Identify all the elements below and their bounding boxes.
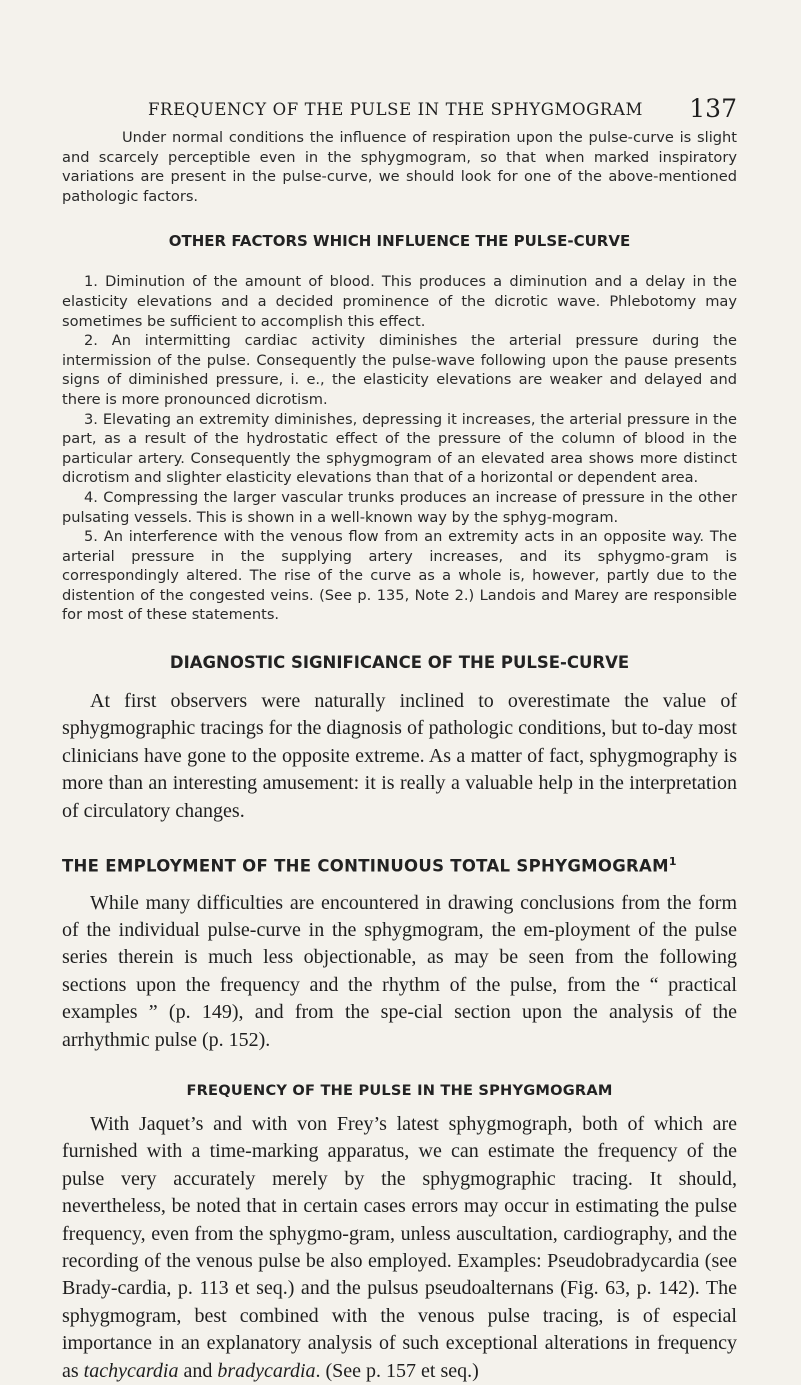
page-body: [62, 128, 737, 1385]
frequency-text-after: . (See p. 157 et seq.): [315, 1359, 479, 1382]
term-tachycardia: tachycardia: [83, 1359, 179, 1382]
intro-paragraph: Under normal conditions the influence of respiration upon the pulse-curve is slight and scarcely perceptible even in the sphygmogram, so that when marked inspiratory variations are present in the pulse-curve, we should look for one of the above-mentioned pathologic factors.: [62, 129, 737, 205]
frequency-heading: FREQUENCY OF THE PULSE IN THE SPHYGMOGRAM: [186, 1082, 613, 1100]
diagnostic-heading: DIAGNOSTIC SIGNIFICANCE OF THE PULSE-CURVE: [169, 653, 630, 673]
term-bradycardia: bradycardia: [217, 1359, 316, 1382]
employment-heading-text: THE EMPLOYMENT OF THE CONTINUOUS TOTAL SPHYGMOGRAM: [62, 856, 669, 876]
page-number: 137: [689, 94, 737, 123]
running-head-title: FREQUENCY OF THE PULSE IN THE SPHYGMOGRAM: [148, 100, 643, 119]
employment-heading: [62, 855, 737, 876]
list-item: 1. Diminution of the amount of blood. This produces a diminution and a delay in the elasticity elevations and a decided prominence of the dicrotic wave. Phlebotomy may sometimes be sufficient to accomplish this effect.: [62, 273, 737, 330]
frequency-conjunction: and: [178, 1359, 218, 1382]
employment-paragraph: While many difficulties are encountered in drawing conclusions from the form of the individual pulse-curve in the sphygmogram, the em-ployment of the pulse series therein is much less objectionable, as may be seen from the following sections upon the frequency and the rhythm of the pulse, from the “ practical examples ” (p. 149), and from the spe-cial section upon the analysis of the arrhythmic pulse (p. 152).: [62, 891, 737, 1051]
list-item: 2. An intermitting cardiac activity diminishes the arterial pressure during the intermission of the pulse. Consequently the pulse-wave following upon the pause presents signs of diminished pressure, i. e., the elasticity elevations are weaker and delayed and there is more pronounced dicrotism.: [62, 332, 737, 408]
frequency-text-before: With Jaquet’s and with von Frey’s latest sphygmograph, both of which are furnished with a time-marking apparatus, we can estimate the frequency of the pulse very accurately merely by the sphygmographic tracing. It should, nevertheless, be noted that in certain cases errors may occur in estimating the pulse frequency, even from the sphygmo-gram, unless auscultation, cardiography, and the recording of the venous pulse be also employed. Examples: Pseudobradycardia (see Brady-cardia, p. 113 et seq.) and the pulsus pseudoalternans (Fig. 63, p. 142). The sphygmogram, best combined with the venous pulse tracing, is of especial importance in an explanatory analysis of such exceptional alterations in frequency as: [62, 1113, 737, 1382]
other-factors-heading: OTHER FACTORS WHICH INFLUENCE THE PULSE-CURVE: [168, 232, 631, 251]
footnote-mark: 1: [668, 855, 677, 869]
list-item: 4. Compressing the larger vascular trunks produces an increase of pressure in the other pulsating vessels. This is shown in a well-known way by the sphyg-mogram.: [62, 488, 737, 526]
list-item: 3. Elevating an extremity diminishes, depressing it increases, the arterial pressure in the part, as a result of the hydrostatic effect of the pressure of the column of blood in the particular artery. Consequently the sphygmogram of an elevated area shows more distinct dicrotism and slighter elasticity elevations than that of a horizontal or dependent area.: [62, 410, 737, 487]
diagnostic-paragraph: At first observers were naturally inclined to overestimate the value of sphygmographic tracings for the diagnosis of pathologic conditions, but to-day most clinicians have gone to the opposite extreme. As a matter of fact, sphygmography is more than an interesting amusement: it is really a valuable help in the interpretation of circulatory changes.: [62, 690, 737, 822]
list-item: 5. An interference with the venous flow from an extremity acts in an opposite way. The arterial pressure in the supplying artery increases, and its sphygmo-gram is correspondingly altered. The rise of the curve as a whole is, however, partly due to the distention of the congested veins. (See p. 135, Note 2.) Landois and Marey are responsible for most of these statements.: [62, 528, 737, 624]
frequency-paragraph: [62, 1111, 737, 1385]
running-head: [148, 94, 737, 128]
other-factors-list: [62, 272, 737, 625]
